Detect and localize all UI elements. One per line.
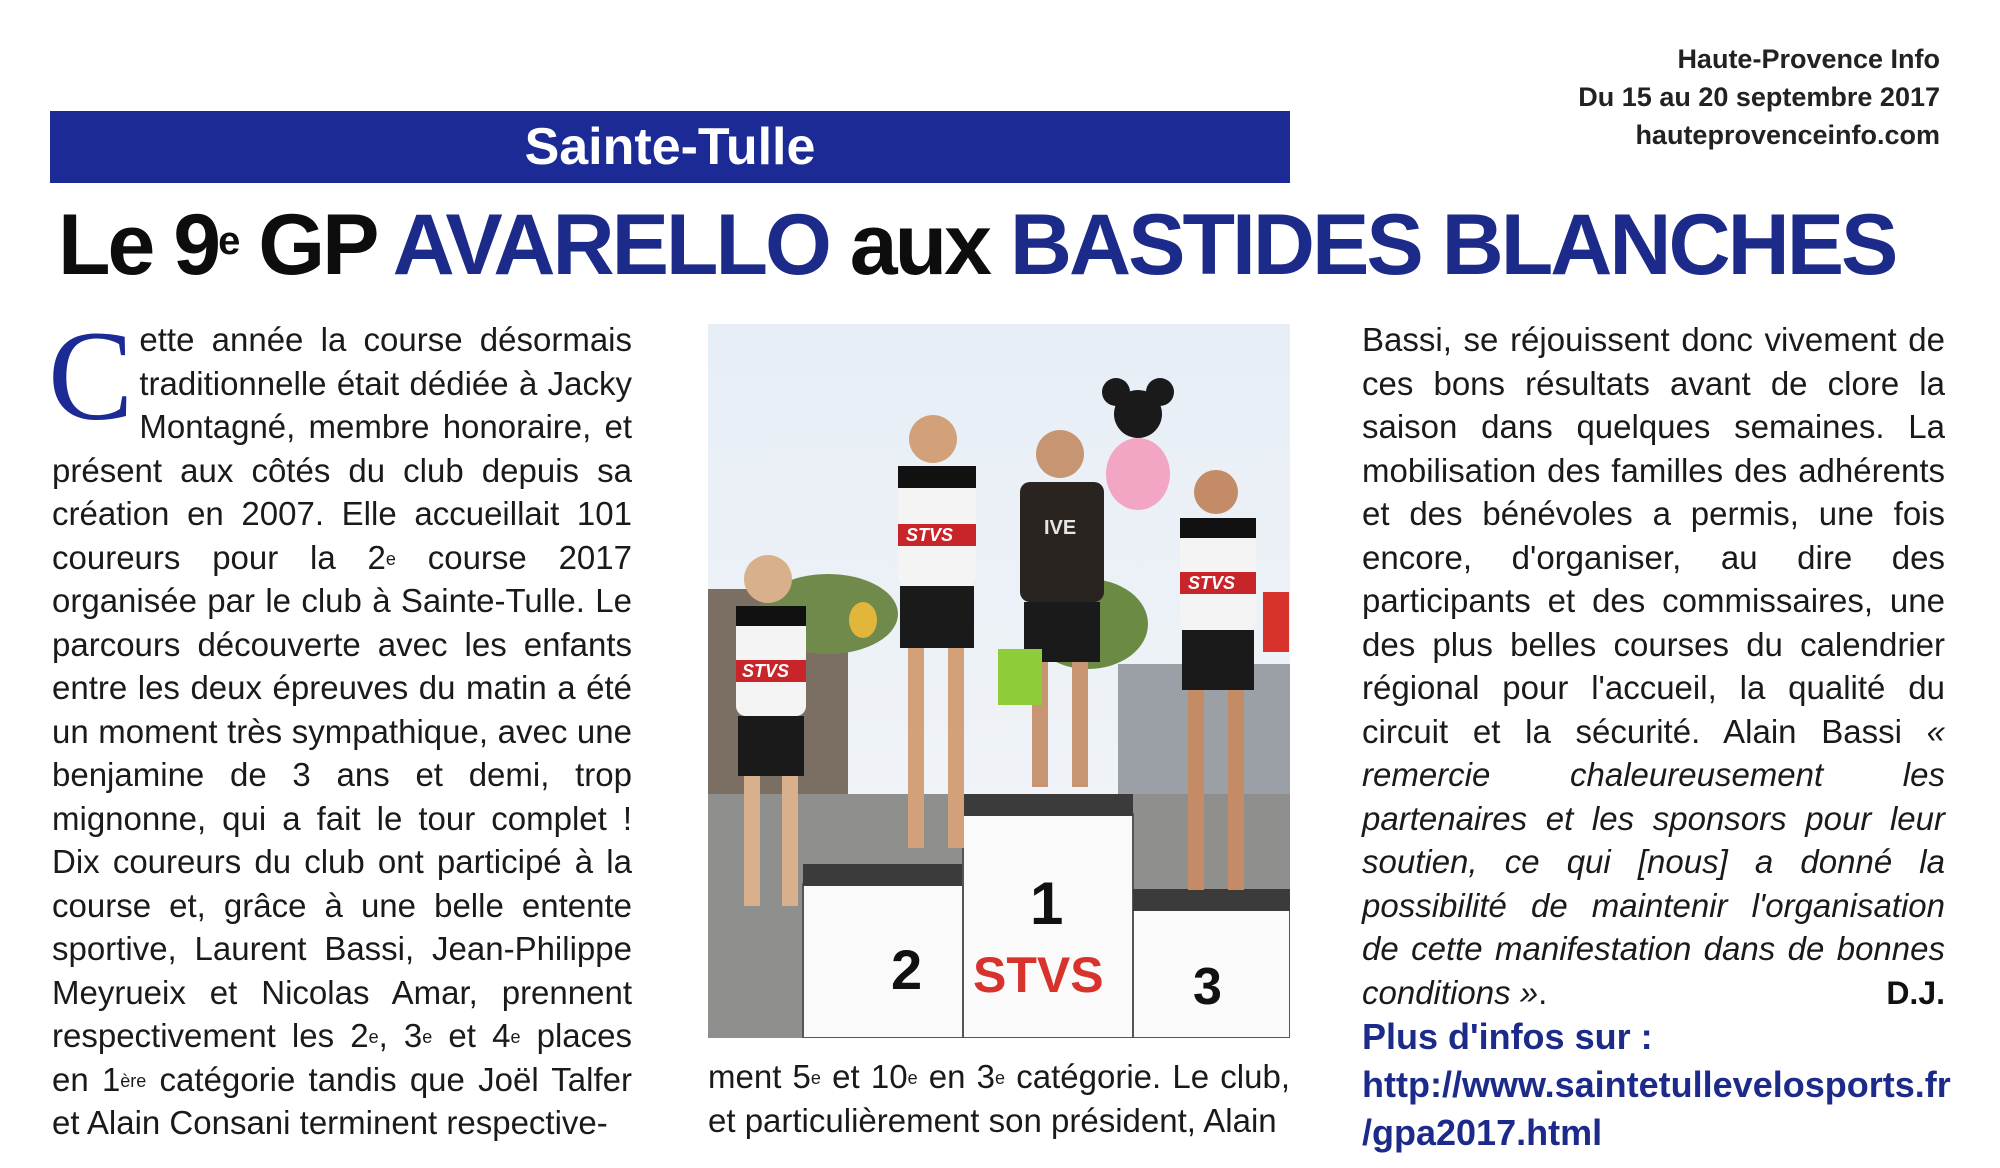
rider-leg <box>1188 690 1204 890</box>
headline-part4: aux <box>849 197 989 293</box>
body-sup: e <box>995 1068 1006 1088</box>
body-text: ment 5 <box>708 1058 811 1095</box>
rider-leg <box>1072 662 1088 787</box>
trophy <box>849 602 877 638</box>
plush-toy-ear <box>1102 378 1130 406</box>
body-text: Bassi, se réjouissent donc vivement de ces bons résultats avant de clore la saison dans quelques semaines. La mobilisation des familles des adhérents et des bénévoles a permis, une fois encore, d'organiser, au dire des participants et des commissaires, une des plus belles courses du calendrier régional pour l'accueil, la qualité du circuit et la sécurité. Alain Bassi <box>1362 321 1945 750</box>
rider-head <box>1036 430 1084 478</box>
jersey-logo: STVS <box>906 525 954 545</box>
podium-top-3 <box>1133 889 1290 911</box>
author-signature: D.J. <box>1886 975 1945 1011</box>
section-label: Sainte-Tulle <box>524 118 816 176</box>
publication-website: hauteprovenceinfo.com <box>1635 120 1940 150</box>
more-info-url-line-1: http://www.saintetullevelosports.fr <box>1362 1064 1951 1105</box>
body-sup: ère <box>120 1070 147 1091</box>
rider-head <box>744 555 792 603</box>
rider-leg <box>948 648 964 848</box>
headline-part2: GP <box>258 197 375 293</box>
body-text: et 10 <box>820 1058 908 1095</box>
body-text: . <box>1538 973 1548 1011</box>
flower-basket <box>998 649 1042 705</box>
publication-dates: Du 15 au 20 septembre 2017 <box>1578 82 1940 112</box>
body-text: places en 1 <box>52 1017 632 1098</box>
rider-jersey <box>1020 482 1104 602</box>
masthead <box>1578 40 1940 154</box>
rider-shorts <box>1182 630 1254 690</box>
podium-illustration <box>708 324 1290 1038</box>
article-column-3 <box>1362 318 1945 1014</box>
rider-jersey-band <box>1180 518 1256 538</box>
body-sup: e <box>510 1027 521 1047</box>
jersey-center-text: IVE <box>1044 517 1077 539</box>
body-text: et 4 <box>432 1017 511 1054</box>
section-band <box>50 111 1290 183</box>
podium-photo <box>708 324 1290 1038</box>
article-column-1 <box>48 305 632 1145</box>
body-sup: e <box>368 1027 379 1047</box>
more-info-label: Plus d'infos sur : <box>1362 1016 1653 1057</box>
rider-leg <box>744 776 760 906</box>
body-sup: e <box>907 1068 918 1088</box>
body-sup: e <box>810 1068 821 1088</box>
rider-head <box>909 415 957 463</box>
body-text: en 3 <box>917 1058 996 1095</box>
rider-jersey-band <box>898 466 976 488</box>
body-text: catégorie tandis que Joël Talfer et Alain Consani terminent respective- <box>52 1060 632 1141</box>
body-sup: e <box>385 548 396 569</box>
headline-part1: Le 9 <box>58 197 219 293</box>
headline-sup: e <box>218 219 238 263</box>
body-text: course 2017 organisée par le club à Sainte-Tulle. Le parcours découverte avec les enfants entre les deux épreuves du matin a été un moment très sympathique, avec une benjamine de 3 ans et demi, trop mignonne, qui a fait le tour complet ! Dix coureurs du club ont participé à la course et, grâce à une belle entente sportive, Laurent Bassi, Jean-Philippe Meyrueix et Nicolas Amar, prennent respectivement les 2 <box>52 538 632 1054</box>
plush-toy-dress <box>1106 438 1170 510</box>
gift-bag <box>1263 592 1289 652</box>
plush-toy-ear <box>1146 378 1174 406</box>
rider-jersey-band <box>736 606 806 626</box>
body-text: catégorie. Le club, et particulièrement son président, Alain <box>708 1058 1290 1139</box>
body-text: ette année la course désormais traditionnelle était dédiée à Jacky Montagné, membre honoraire, et présent aux côtés du club depuis sa création en 2007. Elle accueillait 101 coureurs pour la 2 <box>52 321 632 576</box>
drop-cap: C <box>48 305 134 447</box>
rider-head <box>1194 470 1238 514</box>
jersey-logo: STVS <box>742 661 790 681</box>
rider-leg <box>908 648 924 848</box>
podium-number-2: 2 <box>891 938 923 1001</box>
publication-name: Haute-Provence Info <box>1677 44 1940 74</box>
more-info <box>1362 1013 1982 1157</box>
rider-leg <box>1228 690 1244 890</box>
podium-number-3: 3 <box>1193 958 1222 1016</box>
podium-number-1: 1 <box>1030 870 1064 937</box>
more-info-url-line-2: /gpa2017.html <box>1362 1112 1603 1153</box>
quote-text: « remercie chaleureusement les partenaires et les sponsors pour leur soutien, ce qui [nous] a donné la possibilité de maintenir l'organisation de cette manifestation dans de bonnes conditions » <box>1362 712 1945 1011</box>
jersey-logo: STVS <box>1188 573 1236 593</box>
headline <box>58 195 1895 295</box>
rider-shorts <box>900 586 974 648</box>
headline-part5: BASTIDES BLANCHES <box>1009 197 1896 293</box>
rider-leg <box>782 776 798 906</box>
body-text: , 3 <box>378 1017 423 1054</box>
headline-part3: AVARELLO <box>392 197 829 293</box>
body-sup: e <box>422 1027 433 1047</box>
rider-shorts <box>738 716 804 776</box>
article-column-2 <box>708 1055 1290 1142</box>
podium-top-1 <box>963 794 1133 816</box>
podium-sponsor-text: STVS <box>973 947 1104 1003</box>
